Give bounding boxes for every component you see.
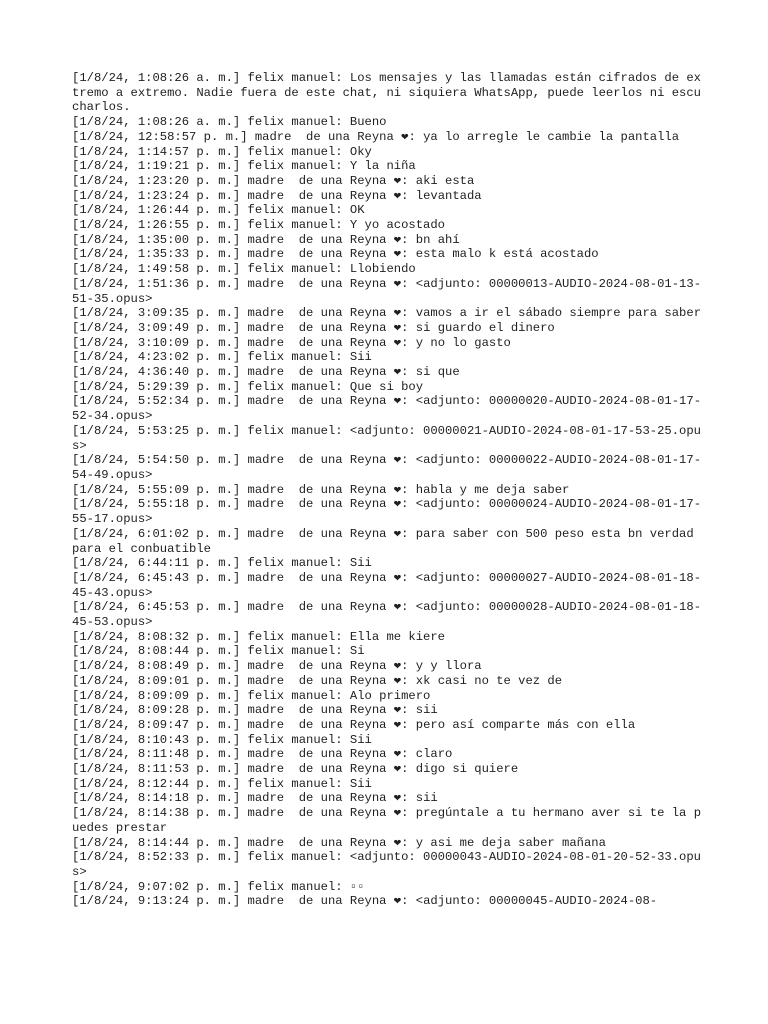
chat-line: [1/8/24, 1:08:26 a. m.] felix manuel: Bueno [72,115,387,130]
chat-line: [1/8/24, 1:26:55 p. m.] felix manuel: Y yo acostado [72,218,445,233]
chat-line: [1/8/24, 12:58:57 p. m.] madre de una Reyna ❤: ya lo arregle le cambie la pantalla [72,129,680,144]
chat-line: [1/8/24, 4:36:40 p. m.] madre de una Reyna ❤: si que [72,365,460,380]
chat-line: [1/8/24, 8:14:38 p. m.] madre de una Reyna ❤: pregúntale a tu hermano aver si te la puedes prestar [72,806,702,835]
chat-line: [1/8/24, 8:09:09 p. m.] felix manuel: Alo primero [72,688,431,703]
chat-line: [1/8/24, 5:55:09 p. m.] madre de una Reyna ❤: habla y me deja saber [72,482,570,497]
chat-line: [1/8/24, 1:35:00 p. m.] madre de una Reyna ❤: bn ahí [72,232,460,247]
chat-line: [1/8/24, 8:09:28 p. m.] madre de una Reyna ❤: sii [72,703,438,718]
chat-line: [1/8/24, 9:13:24 p. m.] madre de una Reyna ❤: <adjunto: 00000045-AUDIO-2024-08- [72,894,658,909]
chat-line: [1/8/24, 1:35:33 p. m.] madre de una Reyna ❤: esta malo k está acostado [72,247,599,262]
chat-line: [1/8/24, 8:52:33 p. m.] felix manuel: <adjunto: 00000043-AUDIO-2024-08-01-20-52-33.opus> [72,850,701,879]
chat-line: [1/8/24, 8:12:44 p. m.] felix manuel: Sii [72,776,372,791]
chat-line: [1/8/24, 9:07:02 p. m.] felix manuel: ▫▫ [72,879,365,894]
chat-line: [1/8/24, 3:10:09 p. m.] madre de una Reyna ❤: y no lo gasto [72,335,511,350]
chat-line: [1/8/24, 6:45:43 p. m.] madre de una Reyna ❤: <adjunto: 00000027-AUDIO-2024-08-01-18-45-43.opus> [72,570,702,600]
chat-line: [1/8/24, 4:23:02 p. m.] felix manuel: Sii [72,350,372,365]
chat-line: [1/8/24, 3:09:35 p. m.] madre de una Reyna ❤: vamos a ir el sábado siempre para saber [72,306,702,321]
chat-line: [1/8/24, 1:23:20 p. m.] madre de una Reyna ❤: aki esta [72,173,475,188]
chat-line: [1/8/24, 8:11:53 p. m.] madre de una Reyna ❤: digo si quiere [72,762,519,777]
chat-line: [1/8/24, 8:11:48 p. m.] madre de una Reyna ❤: claro [72,747,453,762]
chat-line: [1/8/24, 6:01:02 p. m.] madre de una Reyna ❤: para saber con 500 peso esta bn verdad para el conbuatible [72,526,702,556]
chat-line: [1/8/24, 8:09:01 p. m.] madre de una Reyna ❤: xk casi no te vez de [72,673,563,688]
chat-line: [1/8/24, 5:54:50 p. m.] madre de una Reyna ❤: <adjunto: 00000022-AUDIO-2024-08-01-17-54-49.opus> [72,453,702,482]
chat-line: [1/8/24, 8:08:49 p. m.] madre de una Reyna ❤: y y llora [72,659,482,674]
chat-line: [1/8/24, 8:14:18 p. m.] madre de una Reyna ❤: sii [72,791,438,806]
chat-line: [1/8/24, 1:51:36 p. m.] madre de una Reyna ❤: <adjunto: 00000013-AUDIO-2024-08-01-13-51-35.opus> [72,276,702,306]
chat-line: [1/8/24, 1:08:26 a. m.] felix manuel: Los mensajes y las llamadas están cifrados de extremo a extremo. Nadie fuera de este chat, ni siquiera WhatsApp, puede leerlos ni escucharlos. [72,71,701,115]
chat-line: [1/8/24, 5:55:18 p. m.] madre de una Reyna ❤: <adjunto: 00000024-AUDIO-2024-08-01-17-55-17.opus> [72,497,702,527]
chat-line: [1/8/24, 8:09:47 p. m.] madre de una Reyna ❤: pero así comparte más con ella [72,717,636,732]
chat-line: [1/8/24, 8:08:44 p. m.] felix manuel: Si [72,644,365,659]
chat-line: [1/8/24, 3:09:49 p. m.] madre de una Reyna ❤: si guardo el dinero [72,320,555,335]
chat-line: [1/8/24, 8:14:44 p. m.] madre de una Reyna ❤: y asi me deja saber mañana [72,835,606,850]
chat-line: [1/8/24, 5:29:39 p. m.] felix manuel: Que si boy [72,379,424,394]
chat-line: [1/8/24, 8:10:43 p. m.] felix manuel: Sii [72,732,372,747]
chat-line: [1/8/24, 1:49:58 p. m.] felix manuel: Llobiendo [72,262,416,277]
chat-line: [1/8/24, 1:23:24 p. m.] madre de una Reyna ❤: levantada [72,188,482,203]
chat-line: [1/8/24, 5:52:34 p. m.] madre de una Reyna ❤: <adjunto: 00000020-AUDIO-2024-08-01-17-52-34.opus> [72,394,702,424]
chat-line: [1/8/24, 8:08:32 p. m.] felix manuel: Ella me kiere [72,629,445,644]
chat-line: [1/8/24, 1:14:57 p. m.] felix manuel: Oky [72,144,372,159]
chat-line: [1/8/24, 1:26:44 p. m.] felix manuel: OK [72,203,365,218]
chat-line: [1/8/24, 6:44:11 p. m.] felix manuel: Sii [72,556,372,571]
chat-line: [1/8/24, 6:45:53 p. m.] madre de una Reyna ❤: <adjunto: 00000028-AUDIO-2024-08-01-18-45-53.opus> [72,600,702,630]
chat-line: [1/8/24, 1:19:21 p. m.] felix manuel: Y la niña [72,159,416,174]
chat-line: [1/8/24, 5:53:25 p. m.] felix manuel: <adjunto: 00000021-AUDIO-2024-08-01-17-53-25.opus> [72,423,701,453]
chat-transcript [72,71,704,909]
